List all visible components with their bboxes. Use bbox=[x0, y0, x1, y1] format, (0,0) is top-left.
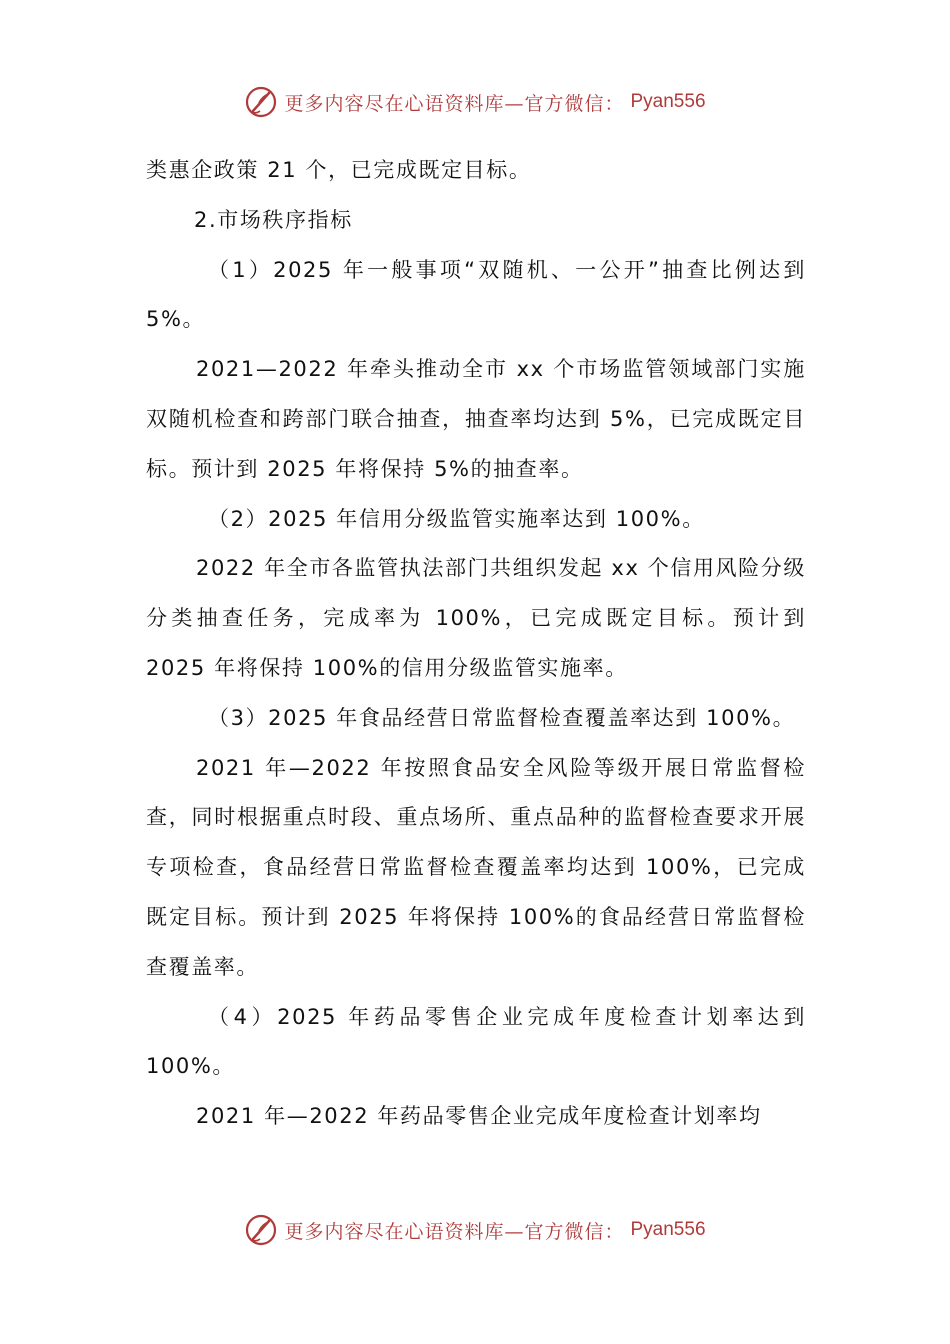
indicator-heading: （3）2025 年食品经营日常监督检查覆盖率达到 100%。 bbox=[208, 705, 796, 730]
paragraph: 2022 年全市各监管执法部门共组织发起 xx 个信用风险分级分类抽查任务，完成率为 100%，已完成既定目标。预计到 2025 年将保持 100%的信用分级监管实施率。 bbox=[146, 556, 806, 680]
paragraph: 2021 年—2022 年按照食品安全风险等级开展日常监督检查，同时根据重点时段、重点场所、重点品种的监督检查要求开展专项检查，食品经营日常监督检查覆盖率均达到 100%，已完成既定目标。预计到 2025 年将保持 100%的食品经营日常监督检查覆盖率。 bbox=[146, 755, 806, 979]
footer-watermark bbox=[0, 1210, 950, 1250]
watermark-text: 更多内容尽在心语资料库—官方微信： bbox=[284, 1220, 625, 1243]
section-heading: 2.市场秩序指标 bbox=[194, 207, 353, 232]
indicator-heading: （2）2025 年信用分级监管实施率达到 100%。 bbox=[208, 506, 705, 531]
paragraph: 类惠企政策 21 个，已完成既定目标。 bbox=[146, 158, 532, 182]
quill-logo-icon bbox=[244, 85, 278, 119]
paragraph: 2021—2022 年牵头推动全市 xx 个市场监管领域部门实施双随机检查和跨部门联合抽查，抽查率均达到 5%，已完成既定目标。预计到 2025 年将保持 5%的抽查率。 bbox=[146, 357, 806, 481]
indicator-heading: （4）2025 年药品零售企业完成年度检查计划率达到 100%。 bbox=[146, 1004, 806, 1079]
header-watermark bbox=[0, 82, 950, 122]
document-body bbox=[146, 146, 806, 1142]
watermark-text: 更多内容尽在心语资料库—官方微信： bbox=[284, 92, 625, 115]
indicator-heading: （1）2025 年一般事项“双随机、一公开”抽查比例达到 5%。 bbox=[146, 257, 806, 332]
paragraph: 2021 年—2022 年药品零售企业完成年度检查计划率均 bbox=[196, 1104, 762, 1129]
watermark-wechat-id: Pyan556 bbox=[630, 91, 706, 112]
watermark-wechat-id: Pyan556 bbox=[630, 1219, 706, 1240]
quill-logo-icon bbox=[244, 1213, 278, 1247]
